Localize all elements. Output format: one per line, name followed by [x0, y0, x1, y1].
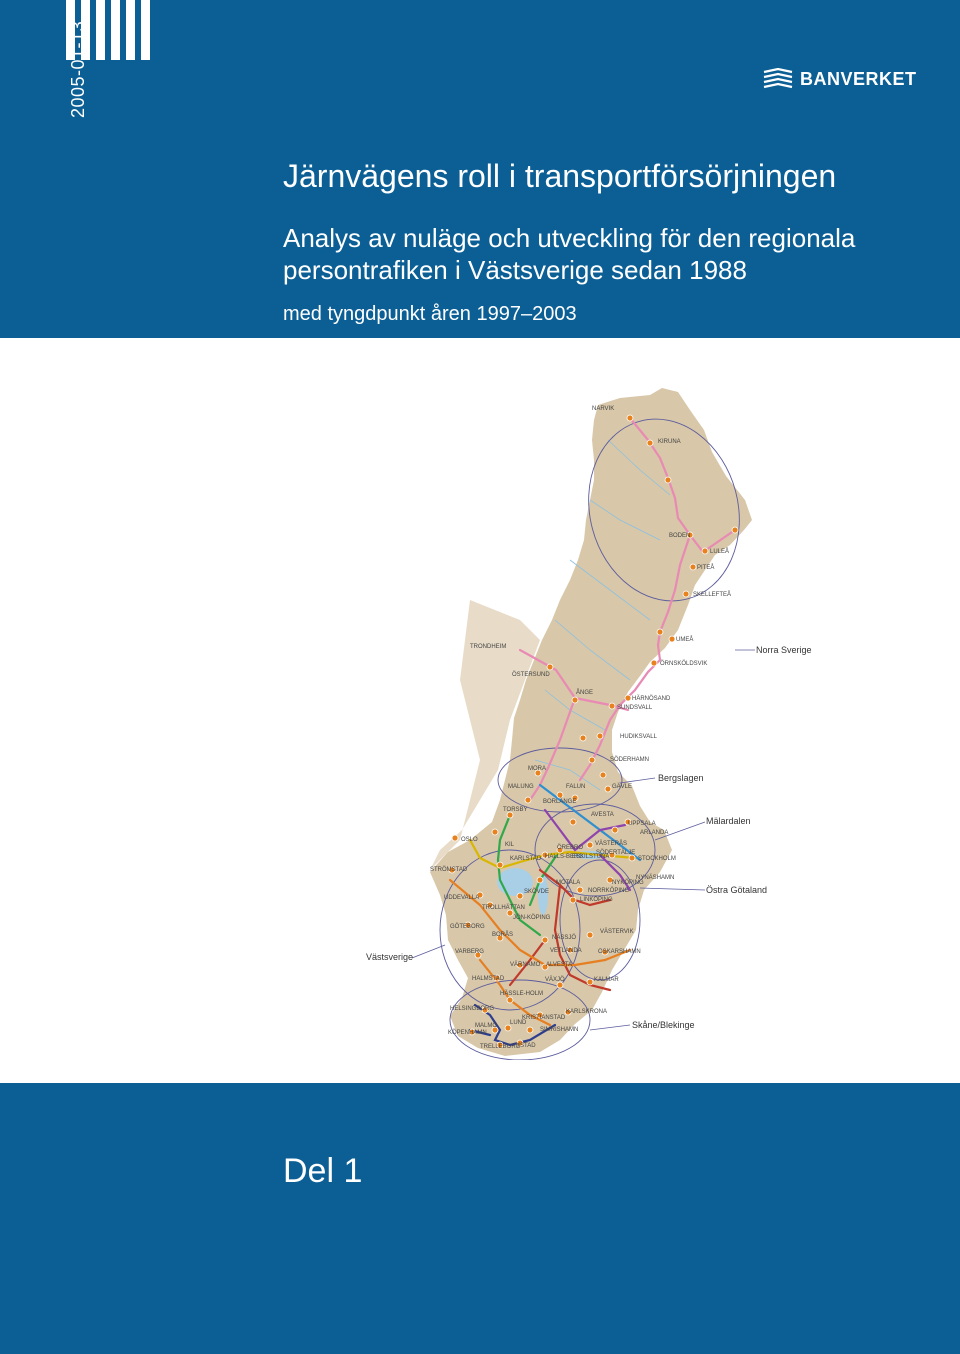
region-ostra: Östra Götaland	[706, 885, 768, 895]
city-ostersund: ÖSTERSUND	[512, 672, 550, 678]
city-oslo: OSLO	[461, 837, 478, 843]
city-kopenhamn: KÖPENHAMN	[448, 1030, 487, 1036]
city-trelleborg: TRELLEBORG	[480, 1044, 521, 1050]
city-mora: MORA	[528, 766, 546, 772]
city-harnosand: HÄRNÖSAND	[632, 696, 671, 702]
city-soderhamn: SÖDERHAMN	[610, 757, 650, 763]
city-motala: MOTALA	[556, 880, 581, 886]
city-uddevalla: UDDEVALLA	[444, 895, 480, 901]
city-simrishamn: SIMRISHAMN	[540, 1027, 579, 1033]
city-karlskrona: KARLSKRONA	[566, 1009, 608, 1015]
region-vast: Västsverige	[366, 952, 414, 962]
city-varberg: VARBERG	[455, 949, 484, 955]
report-date: 2005-01-13	[68, 20, 88, 118]
city-umea: UMEÅ	[676, 637, 694, 643]
city-goteborg: GÖTEBORG	[450, 924, 485, 930]
subtitle	[283, 222, 855, 286]
footer-band	[0, 1083, 960, 1354]
city-boden: BODEN	[669, 533, 691, 539]
city-trondheim: TRONDHEIM	[470, 644, 507, 650]
city-varnamo: VÄRNAMO	[510, 962, 541, 968]
city-vetlanda: VETLANDA	[550, 948, 582, 954]
city-norrkoping: NORRKÖPING	[588, 888, 630, 894]
city-kalmar: KALMAR	[594, 977, 619, 983]
city-nykoping: NYKÖPING	[612, 880, 644, 886]
city-karlstad: KARLSTAD	[510, 856, 542, 862]
city-stockholm: STOCKHOLM	[638, 856, 676, 862]
city-falun: FALUN	[566, 784, 586, 790]
city-vastervik: VÄSTERVIK	[600, 929, 634, 935]
city-hallsberg: HALLS-BERG	[545, 854, 584, 860]
header-band	[0, 0, 960, 338]
city-trollhattan: TROLLHÄTTAN	[482, 905, 525, 911]
sweden-railway-map	[340, 380, 820, 1060]
city-stromstad: STRÖMSTAD	[430, 867, 468, 873]
city-hassleholm: HÄSSLE-HOLM	[500, 991, 544, 997]
city-vaxjo: VÄXJÖ	[545, 977, 565, 983]
city-malmo: MALMÖ	[475, 1023, 498, 1029]
city-ange: ÅNGE	[576, 690, 594, 696]
banverket-logo	[762, 68, 917, 90]
subtitle-period: med tyngdpunkt åren 1997–2003	[283, 303, 577, 325]
region-malardalen: Mälardalen	[706, 816, 751, 826]
city-lund: LUND	[510, 1020, 527, 1026]
city-kil: KIL	[505, 842, 515, 848]
city-kristianstad: KRISTIANSTAD	[522, 1015, 566, 1021]
region-bergslagen: Bergslagen	[658, 773, 704, 783]
banverket-logo-icon	[762, 68, 796, 90]
city-skelleftea: SKELLEFTEÅ	[693, 592, 732, 598]
city-vasteras: VÄSTERÅS	[595, 841, 628, 847]
city-oskarshamn: OSKARSHAMN	[598, 949, 641, 955]
subtitle-line-1: Analys av nuläge och utveckling för den regionala	[283, 223, 856, 253]
city-borlange: BORLÄNGE	[543, 799, 577, 805]
city-arlanda: ARLANDA	[640, 830, 669, 836]
subtitle-line-2: persontrafiken i Västsverige sedan 1988	[283, 255, 747, 285]
region-norra: Norra Sverige	[756, 645, 812, 655]
city-ornskoldsvik: ÖRNSKÖLDSVIK	[660, 661, 708, 667]
city-gavle: GÄVLE	[612, 784, 633, 790]
city-helsingborg: HELSINGBORG	[450, 1006, 495, 1012]
city-kiruna: KIRUNA	[658, 439, 681, 445]
city-eskilstuna: ESKILSTUNA	[572, 854, 610, 860]
city-ystad: YSTAD	[516, 1043, 536, 1049]
page-title: Järnvägens roll i transportförsörjningen	[283, 158, 837, 194]
city-jonkoping: JÖN-KÖPING	[513, 915, 551, 921]
city-nynashamn: NYNÄSHAMN	[636, 875, 675, 881]
city-linkoping: LINKÖPING	[580, 897, 613, 903]
city-orebro: ÖREBRO	[557, 845, 584, 851]
city-pitea: PITEÅ	[697, 565, 715, 571]
city-uppsala: UPPSALA	[628, 821, 656, 827]
city-narvik: NARVIK	[592, 406, 615, 412]
city-sodertalje: SÖDERTÄLJE	[596, 850, 636, 856]
city-halmstad: HALMSTAD	[472, 976, 505, 982]
region-skane: Skåne/Blekinge	[632, 1020, 695, 1030]
city-torsby: TORSBY	[503, 807, 528, 813]
city-skovde: SKÖVDE	[524, 889, 550, 895]
logo-text: BANVERKET	[800, 68, 917, 89]
city-sundsvall: SUNDSVALL	[617, 705, 653, 711]
city-boras: BORÅS	[492, 932, 514, 938]
city-hudiksvall: HUDIKSVALL	[620, 734, 657, 740]
part-label: Del 1	[283, 1152, 363, 1190]
city-nassjo: NÄSSJÖ	[552, 935, 577, 941]
city-lulea: LULEÅ	[710, 549, 730, 555]
city-avesta: AVESTA	[591, 812, 614, 818]
city-alvesta: ALVESTA	[546, 962, 573, 968]
city-malung: MALUNG	[508, 784, 534, 790]
